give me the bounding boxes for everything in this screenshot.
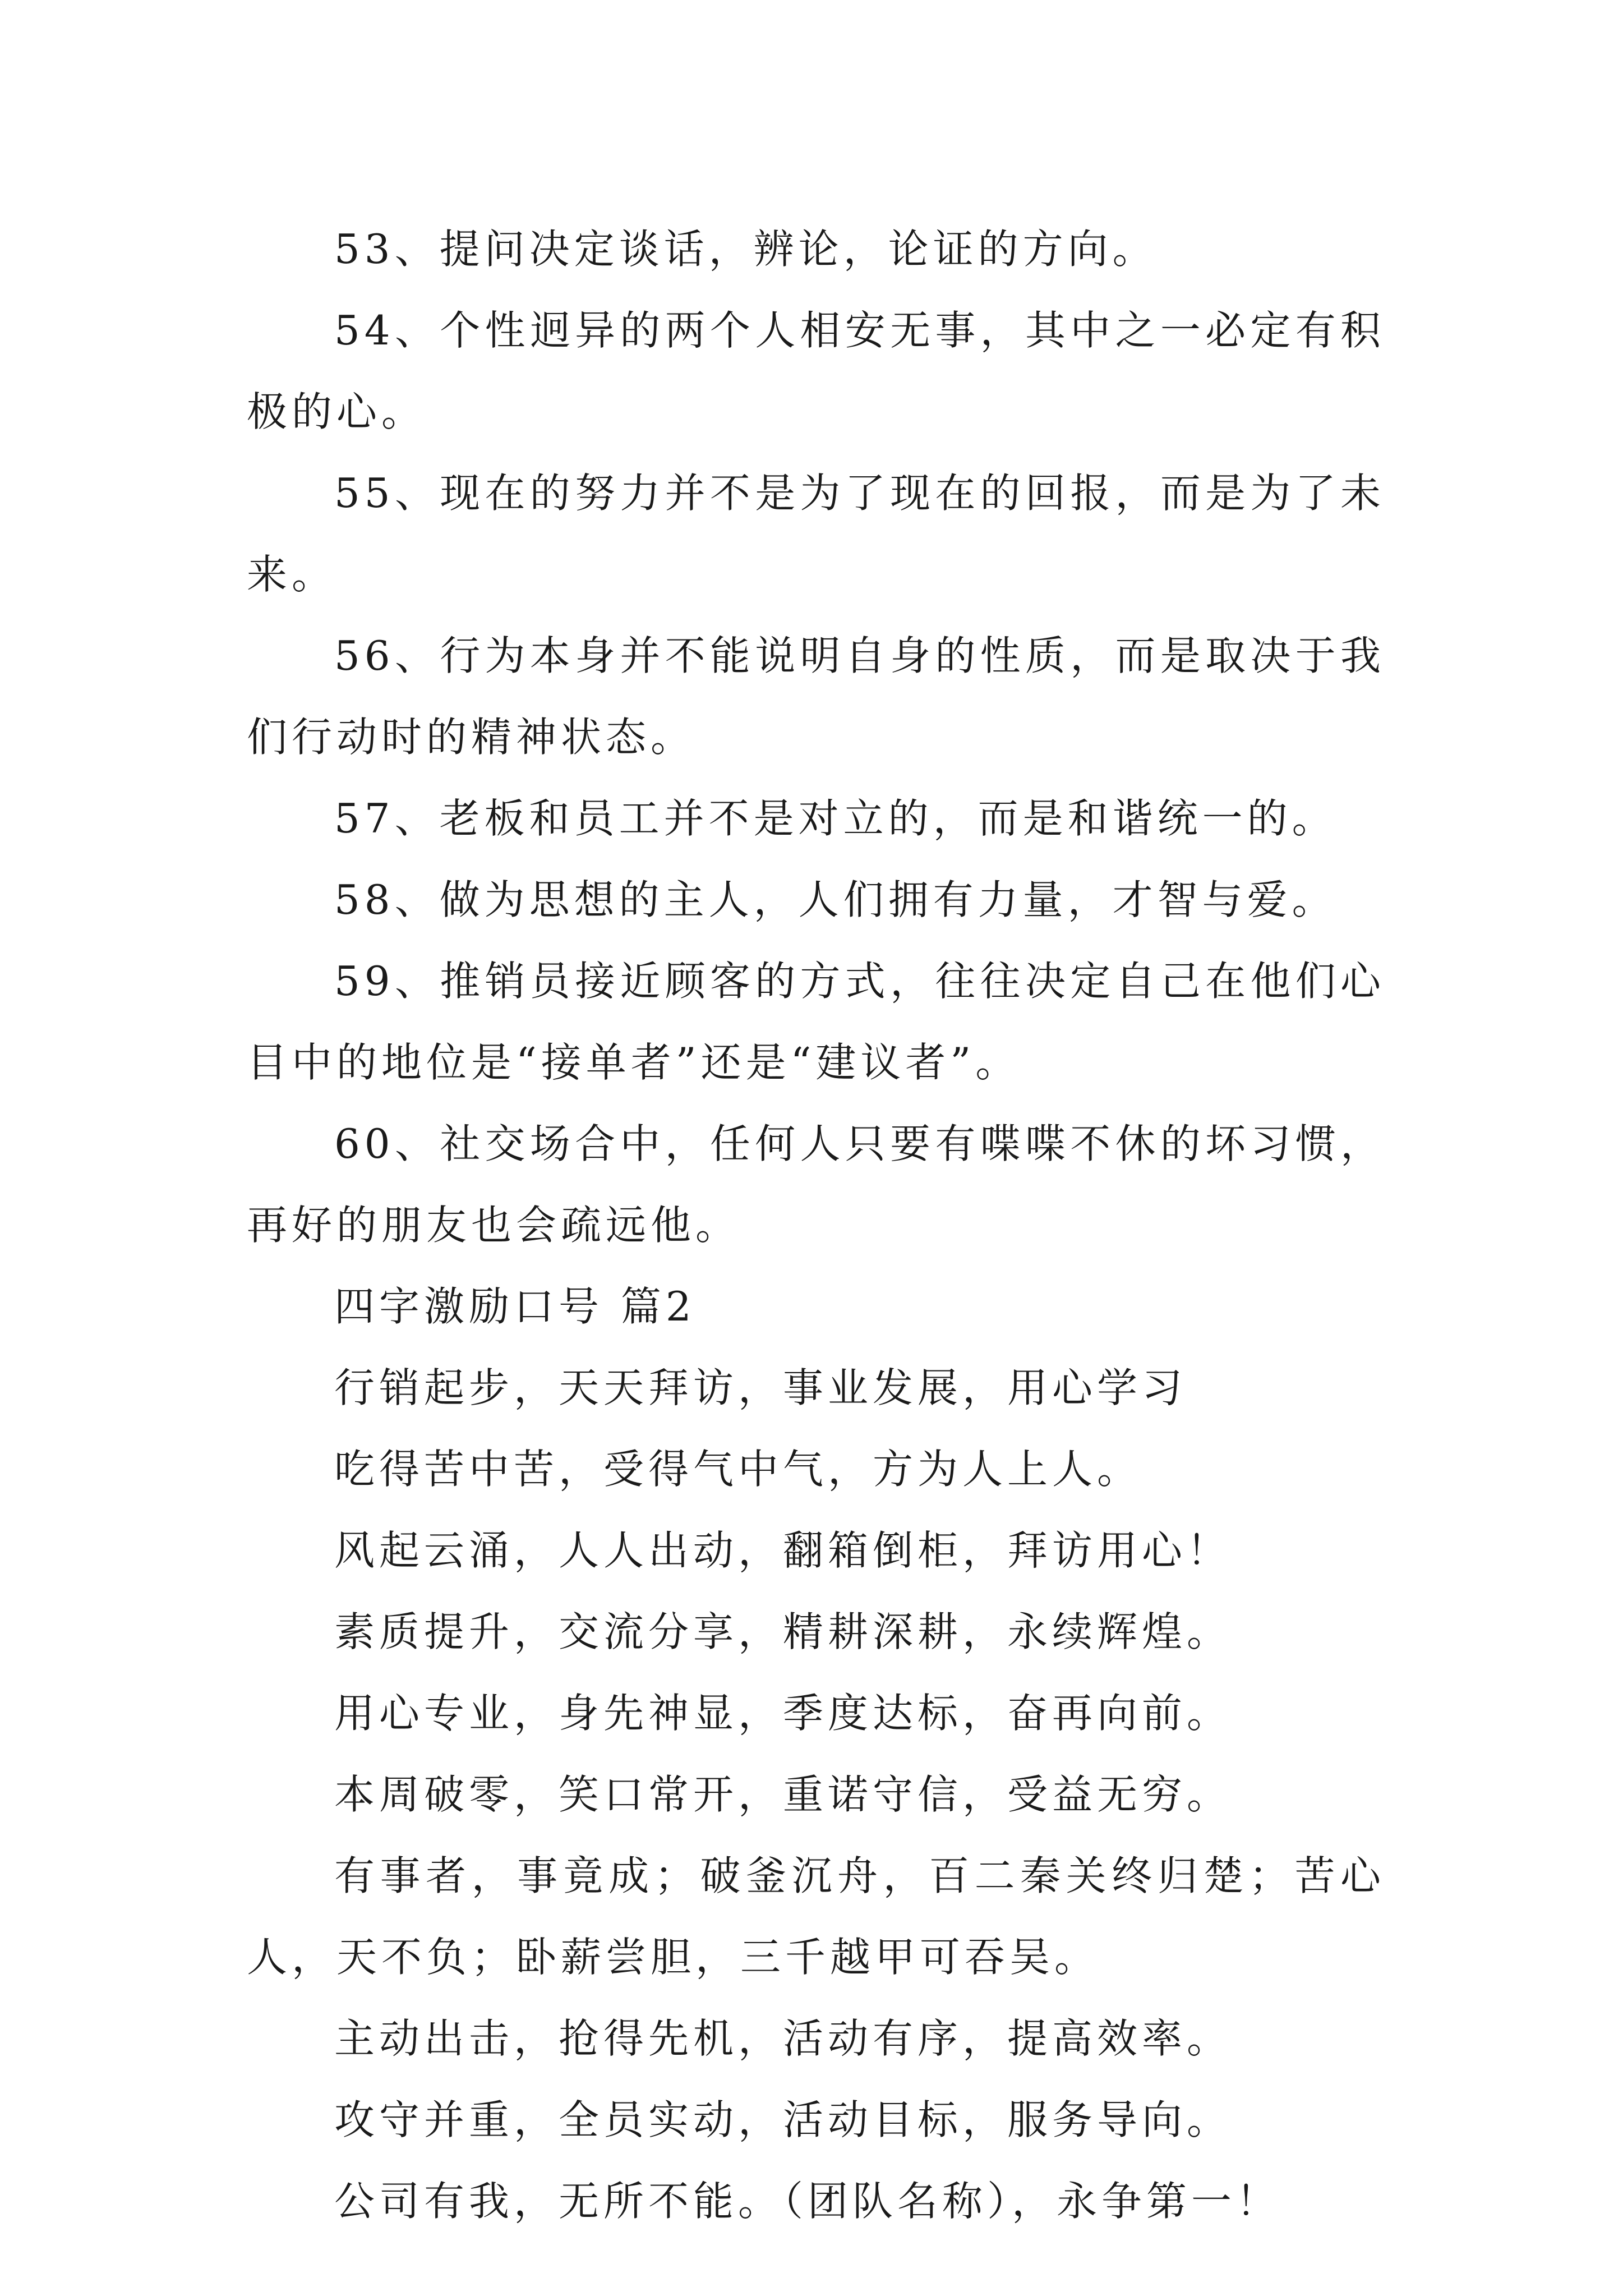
slogan-line: 行销起步，天天拜访，事业发展，用心学习: [334, 1364, 1187, 1411]
paragraph-56: 56、行为本身并不能说明自身的性质，而是取决于我们行动时的精神状态。: [247, 632, 1385, 761]
slogan-line: 有事者，事竟成；破釜沉舟，百二秦关终归楚；苦心人，天不负；卧薪尝胆，三千越甲可吞吴。: [247, 1852, 1385, 1981]
slogan-line: 主动出击，抢得先机，活动有序，提高效率。: [334, 2015, 1232, 2062]
paragraph-60: 60、社交场合中，任何人只要有喋喋不休的坏习惯，再好的朋友也会疏远他。: [247, 1120, 1385, 1249]
section-heading: 四字激励口号 篇2: [334, 1283, 696, 1330]
slogan-line: 吃得苦中苦，受得气中气，方为人上人。: [334, 1446, 1142, 1493]
paragraph-55: 55、现在的努力并不是为了现在的回报，而是为了未来。: [247, 470, 1385, 598]
paragraph-54: 54、个性迥异的两个人相安无事，其中之一必定有积极的心。: [247, 307, 1385, 435]
paragraph-58: 58、做为思想的主人，人们拥有力量，才智与爱。: [334, 876, 1337, 923]
slogan-line: 用心专业，身先神显，季度达标，奋再向前。: [334, 1690, 1232, 1737]
slogan-line: 攻守并重，全员实动，活动目标，服务导向。: [334, 2096, 1232, 2143]
slogan-line: 公司有我，无所不能。（团队名称），永争第一！: [334, 2178, 1281, 2225]
document-body: [247, 209, 1385, 2242]
slogan-line: 素质提升，交流分享，精耕深耕，永续辉煌。: [334, 1608, 1232, 1655]
slogan-line: 本周破零，笑口常开，重诺守信，受益无穷。: [334, 1771, 1232, 1818]
slogan-line: 风起云涌，人人出动，翻箱倒柜，拜访用心！: [334, 1527, 1232, 1574]
paragraph-53: 53、提问决定谈话，辨论，论证的方向。: [334, 226, 1158, 273]
paragraph-59: 59、推销员接近顾客的方式，往往决定自己在他们心目中的地位是“接单者”还是“建议者”。: [247, 958, 1385, 1086]
paragraph-57: 57、老板和员工并不是对立的，而是和谐统一的。: [334, 795, 1337, 842]
